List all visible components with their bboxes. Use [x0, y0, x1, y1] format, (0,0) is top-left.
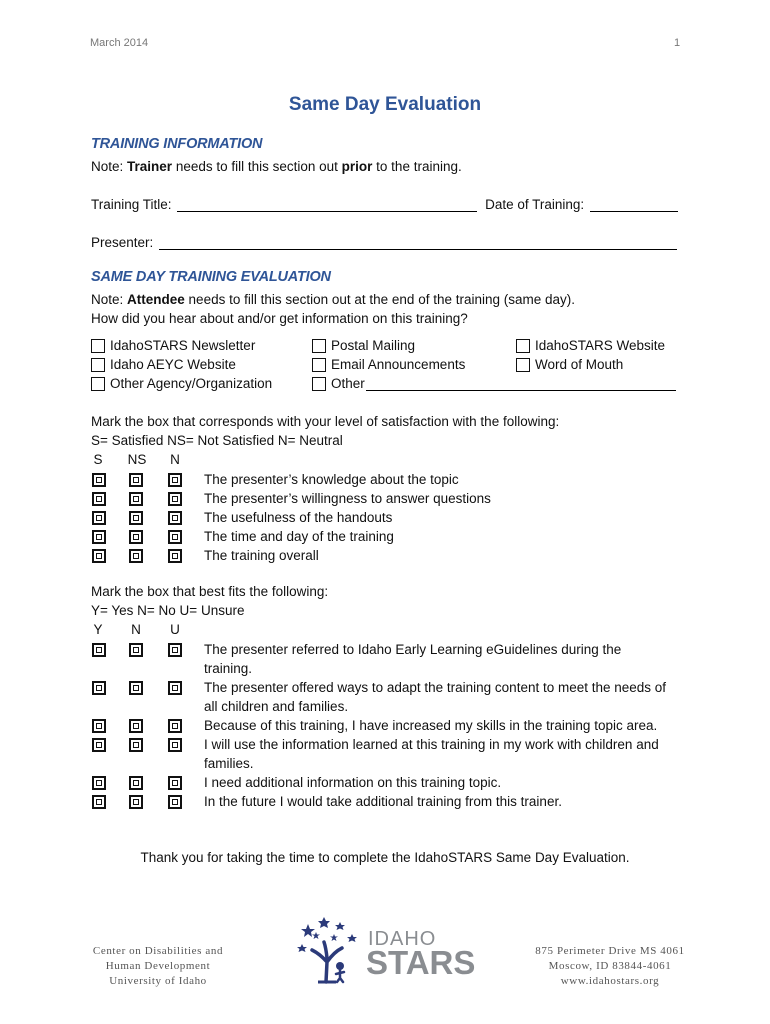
footer-address-line: 875 Perimeter Drive MS 4061 [535, 945, 685, 957]
checkbox-n[interactable] [168, 549, 182, 563]
page-title: Same Day Evaluation [288, 94, 482, 115]
source-label: Word of Mouth [535, 357, 624, 372]
checkbox-ns[interactable] [129, 511, 143, 525]
source-option[interactable] [516, 357, 623, 372]
agreement-instruction: Mark the box that best fits the following: [91, 584, 329, 599]
date-of-training-label: Date of Training: [485, 197, 585, 212]
checkbox-n[interactable] [168, 530, 182, 544]
checkbox-n[interactable] [168, 473, 182, 487]
checkbox[interactable] [91, 377, 105, 391]
column-header-ns: NS [127, 452, 147, 467]
satisfaction-instruction: Mark the box that corresponds with your level of satisfaction with the following: [91, 414, 560, 429]
note-suffix: to the training. [372, 159, 462, 174]
checkbox-n[interactable] [129, 719, 143, 733]
checkbox-ns[interactable] [129, 549, 143, 563]
checkbox-y[interactable] [92, 643, 106, 657]
agreement-item: Because of this training, I have increased my skills in the training topic area. [204, 718, 658, 733]
column-header-u: U [170, 622, 180, 637]
footer-left [70, 944, 246, 989]
source-label: Other Agency/Organization [110, 376, 273, 391]
checkbox-u[interactable] [168, 643, 182, 657]
source-label: Postal Mailing [331, 338, 416, 353]
source-option[interactable] [91, 338, 255, 353]
footer-right [520, 944, 700, 989]
footer-address-line: Moscow, ID 83844-4061 [548, 960, 672, 972]
attendee-note [91, 292, 575, 307]
agreement-item: In the future I would take additional training from this trainer. [204, 794, 562, 809]
checkbox-s[interactable] [92, 473, 106, 487]
source-question: How did you hear about and/or get information on this training? [91, 311, 468, 326]
attendee-note-suffix: needs to fill this section out at the end of the training (same day). [184, 292, 576, 307]
logo-idaho-text: IDAHO [368, 928, 437, 950]
footer-left-line: University of Idaho [109, 975, 207, 987]
checkbox[interactable] [312, 358, 326, 372]
checkbox-n[interactable] [129, 643, 143, 657]
checkbox-y[interactable] [92, 776, 106, 790]
agreement-item: I need additional information on this training topic. [204, 775, 502, 790]
training-info-heading: TRAINING INFORMATION [91, 136, 263, 152]
column-header-n: N [131, 622, 141, 637]
checkbox-ns[interactable] [129, 530, 143, 544]
checkbox[interactable] [312, 339, 326, 353]
checkbox-s[interactable] [92, 511, 106, 525]
source-label: Other [331, 376, 365, 391]
presenter-field[interactable] [159, 235, 677, 250]
note-bold-trainer: Trainer [127, 159, 173, 174]
checkbox-s[interactable] [92, 530, 106, 544]
satisfaction-item: The presenter’s willingness to answer questions [204, 491, 491, 506]
checkbox-n[interactable] [129, 738, 143, 752]
checkbox-ns[interactable] [129, 492, 143, 506]
column-header-s: S [93, 452, 103, 467]
agreement-legend: Y= Yes N= No U= Unsure [91, 603, 245, 618]
checkbox-u[interactable] [168, 719, 182, 733]
checkbox-n[interactable] [168, 492, 182, 506]
source-option[interactable] [91, 376, 272, 391]
source-option[interactable] [312, 357, 465, 372]
checkbox-y[interactable] [92, 738, 106, 752]
header-date: March 2014 [90, 37, 149, 49]
checkbox-u[interactable] [168, 776, 182, 790]
footer-left-line: Human Development [105, 960, 211, 972]
checkbox-u[interactable] [168, 681, 182, 695]
training-title-label: Training Title: [91, 197, 172, 212]
source-option[interactable] [91, 357, 236, 372]
training-title-field[interactable] [177, 197, 477, 212]
satisfaction-item: The time and day of the training [204, 529, 394, 544]
checkbox[interactable] [91, 358, 105, 372]
checkbox-y[interactable] [92, 795, 106, 809]
checkbox-n[interactable] [168, 511, 182, 525]
tree-icon [296, 914, 366, 984]
checkbox[interactable] [516, 339, 530, 353]
satisfaction-item: The usefulness of the handouts [204, 510, 393, 525]
note-prefix: Note: [91, 159, 128, 174]
checkbox-ns[interactable] [129, 473, 143, 487]
checkbox[interactable] [91, 339, 105, 353]
satisfaction-item: The presenter’s knowledge about the topic [204, 472, 459, 487]
agreement-item: I will use the information learned at this training in my work with children and families. [204, 737, 659, 771]
source-label: Email Announcements [331, 357, 466, 372]
logo-stars-text: STARS [366, 944, 476, 981]
source-option[interactable] [312, 376, 676, 391]
idahostars-logo [296, 914, 476, 984]
thank-you-message: Thank you for taking the time to complete the IdahoSTARS Same Day Evaluation. [140, 850, 630, 865]
satisfaction-legend: S= Satisfied NS= Not Satisfied N= Neutral [91, 433, 343, 448]
checkbox-n[interactable] [129, 795, 143, 809]
agreement-item: The presenter offered ways to adapt the training content to meet the needs of all children and families. [204, 680, 667, 714]
checkbox-n[interactable] [129, 776, 143, 790]
checkbox-y[interactable] [92, 681, 106, 695]
checkbox-u[interactable] [168, 795, 182, 809]
presenter-row [91, 235, 677, 250]
attendee-note-bold: Attendee [127, 292, 185, 307]
trainer-note [91, 159, 462, 174]
source-label: IdahoSTARS Newsletter [110, 338, 256, 353]
checkbox-u[interactable] [168, 738, 182, 752]
date-of-training-field[interactable] [590, 197, 678, 212]
checkbox-s[interactable] [92, 549, 106, 563]
column-header-n: N [170, 452, 180, 467]
satisfaction-item: The training overall [204, 548, 319, 563]
source-option[interactable] [312, 338, 415, 353]
page-number: 1 [674, 37, 681, 49]
attendee-note-prefix: Note: [91, 292, 128, 307]
training-title-row [91, 197, 678, 212]
note-middle: needs to fill this section out [172, 159, 342, 174]
other-field[interactable] [366, 376, 676, 391]
source-label: IdahoSTARS Website [535, 338, 666, 353]
footer-website[interactable]: www.idahostars.org [560, 975, 660, 987]
checkbox[interactable] [312, 377, 326, 391]
checkbox-s[interactable] [92, 492, 106, 506]
presenter-label: Presenter: [91, 235, 154, 250]
checkbox-n[interactable] [129, 681, 143, 695]
checkbox-y[interactable] [92, 719, 106, 733]
footer-left-line: Center on Disabilities and [92, 945, 224, 957]
source-label: Idaho AEYC Website [110, 357, 236, 372]
column-header-y: Y [93, 622, 103, 637]
source-option[interactable] [516, 338, 665, 353]
agreement-item: The presenter referred to Idaho Early Learning eGuidelines during the training. [204, 642, 622, 676]
checkbox[interactable] [516, 358, 530, 372]
note-bold-prior: prior [341, 159, 373, 174]
evaluation-heading: SAME DAY TRAINING EVALUATION [91, 269, 331, 285]
